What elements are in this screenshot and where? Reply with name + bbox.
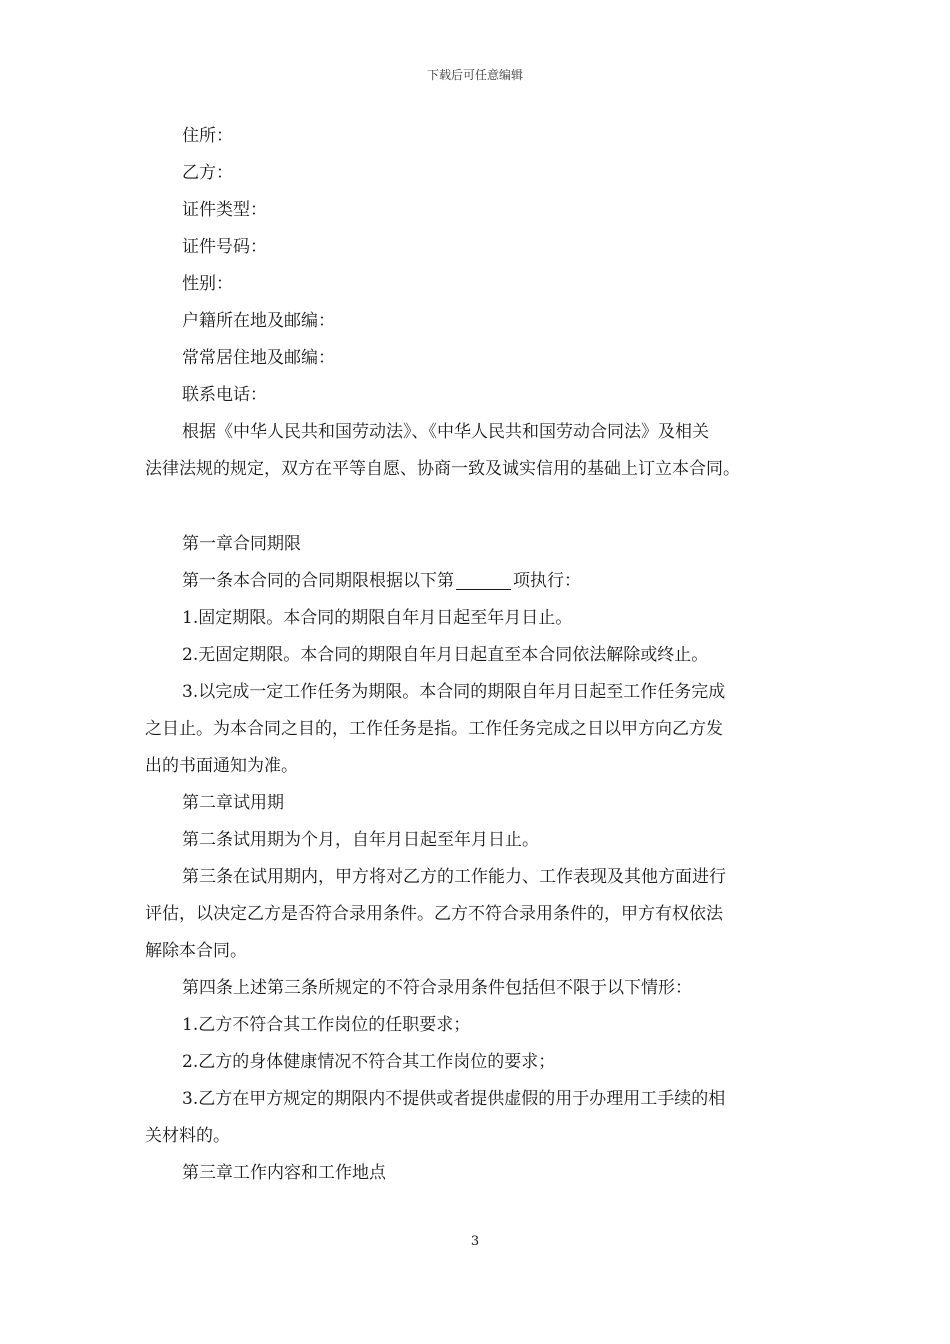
field-id-type: 证件类型：: [182, 200, 267, 220]
field-id-number: 证件号码：: [182, 237, 267, 257]
page-header: 下载后可任意编辑: [426, 68, 523, 82]
term-item-1: 1.固定期限。本合同的期限自年月日起至年月日止。: [182, 608, 573, 628]
article-2: 第二条试用期为个月，自年月日起至年月日止。: [182, 830, 539, 850]
article-3-line-3: 解除本合同。: [145, 941, 247, 961]
condition-1: 1.乙方不符合其工作岗位的任职要求；: [182, 1015, 471, 1035]
condition-2: 2.乙方的身体健康情况不符合其工作岗位的要求；: [182, 1052, 556, 1072]
spacer: [145, 488, 810, 526]
field-phone: 联系电话：: [182, 385, 267, 405]
document-body: [145, 118, 810, 1192]
page-number: 3: [470, 1234, 480, 1249]
chapter-3-title: 第三章工作内容和工作地点: [182, 1163, 386, 1183]
article-1-text-before: 第一条本合同的合同期限根据以下第: [182, 571, 454, 591]
field-party-b: 乙方：: [182, 163, 233, 183]
article-1-blank: [456, 571, 511, 590]
chapter-1-title: 第一章合同期限: [182, 534, 301, 554]
field-residence: 住所：: [182, 126, 233, 146]
article-4: 第四条上述第三条所规定的不符合录用条件包括但不限于以下情形：: [182, 978, 692, 998]
article-1-text-after: 项执行：: [513, 571, 581, 591]
field-usual-residence: 常常居住地及邮编：: [182, 348, 335, 368]
chapter-2-title: 第二章试用期: [182, 793, 284, 813]
term-item-3-line-3: 出的书面通知为准。: [145, 756, 298, 776]
field-gender: 性别：: [182, 274, 233, 294]
article-3-line-2: 评估，以决定乙方是否符合录用条件。乙方不符合录用条件的，甲方有权依法: [145, 904, 723, 924]
intro-line-1: 根据《中华人民共和国劳动法》、《中华人民共和国劳动合同法》及相关: [182, 422, 709, 442]
condition-3-line-2: 关材料的。: [145, 1126, 230, 1146]
article-3-line-1: 第三条在试用期内，甲方将对乙方的工作能力、工作表现及其他方面进行: [182, 867, 726, 887]
condition-3-line-1: 3.乙方在甲方规定的期限内不提供或者提供虚假的用于办理用工手续的相: [182, 1089, 726, 1109]
intro-line-2: 法律法规的规定，双方在平等自愿、协商一致及诚实信用的基础上订立本合同。: [145, 459, 740, 479]
term-item-3-line-2: 之日止。为本合同之目的，工作任务是指。工作任务完成之日以甲方向乙方发: [145, 719, 723, 739]
field-household: 户籍所在地及邮编：: [182, 311, 335, 331]
term-item-2: 2.无固定期限。本合同的期限自年月日起直至本合同依法解除或终止。: [182, 645, 709, 665]
article-1: [145, 563, 810, 600]
term-item-3-line-1: 3.以完成一定工作任务为期限。本合同的期限自年月日起至工作任务完成: [182, 682, 726, 702]
